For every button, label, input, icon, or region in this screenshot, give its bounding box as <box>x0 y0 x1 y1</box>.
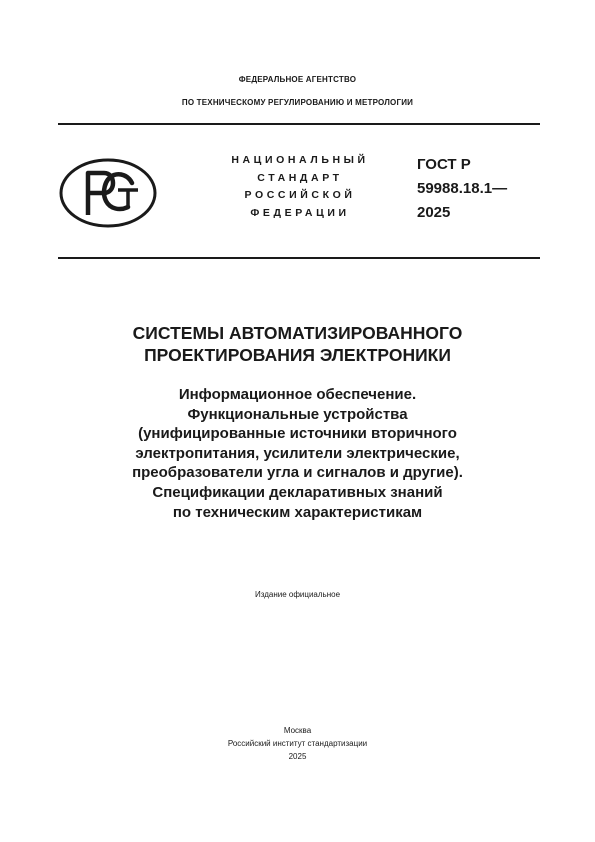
standard-designation-line: 59988.18.1— <box>417 180 508 197</box>
gost-r-certification-logo-icon <box>58 157 158 229</box>
standard-designation-line: 2025 <box>417 204 451 221</box>
document-title <box>40 322 555 366</box>
document-subtitle <box>40 385 555 522</box>
national-standard-line: ФЕДЕРАЦИИ <box>250 206 350 219</box>
imprint-publisher: Российский институт стандартизации <box>227 739 368 748</box>
standard-designation-line: ГОСТ Р <box>417 156 471 173</box>
national-standard-line: СТАНДАРТ <box>257 171 343 184</box>
document-subtitle-line: Информационное обеспечение. <box>178 386 417 403</box>
document-subtitle-line: преобразователи угла и сигналов и другие). <box>132 464 463 482</box>
document-subtitle-line: (унифицированные источники вторичного <box>138 425 457 443</box>
document-subtitle-line: Спецификации декларативных знаний <box>152 483 443 501</box>
imprint-city: Москва <box>283 726 312 735</box>
standard-designation <box>417 153 542 225</box>
document-subtitle-line: электропитания, усилители электрические, <box>135 444 460 462</box>
national-standard-label <box>200 152 400 222</box>
document-title-line: СИСТЕМЫ АВТОМАТИЗИРОВАННОГО <box>132 323 463 343</box>
document-subtitle-line: Функциональные устройства <box>187 405 408 423</box>
agency-name-line-1: ФЕДЕРАЛЬНОЕ АГЕНТСТВО <box>238 75 357 84</box>
header-bottom-rule <box>58 257 540 259</box>
national-standard-line: РОССИЙСКОЙ <box>244 189 356 201</box>
header-top-rule <box>58 123 540 125</box>
document-subtitle-line: по техническим характеристикам <box>172 503 423 521</box>
agency-name-line-2: ПО ТЕХНИЧЕСКОМУ РЕГУЛИРОВАНИЮ И МЕТРОЛОГИИ <box>181 98 414 107</box>
official-edition-note: Издание официальное <box>254 590 341 599</box>
imprint-year: 2025 <box>288 752 307 761</box>
national-standard-line: НАЦИОНАЛЬНЫЙ <box>231 154 369 166</box>
document-title-line: ПРОЕКТИРОВАНИЯ ЭЛЕКТРОНИКИ <box>144 345 451 365</box>
publisher-imprint <box>0 724 595 763</box>
